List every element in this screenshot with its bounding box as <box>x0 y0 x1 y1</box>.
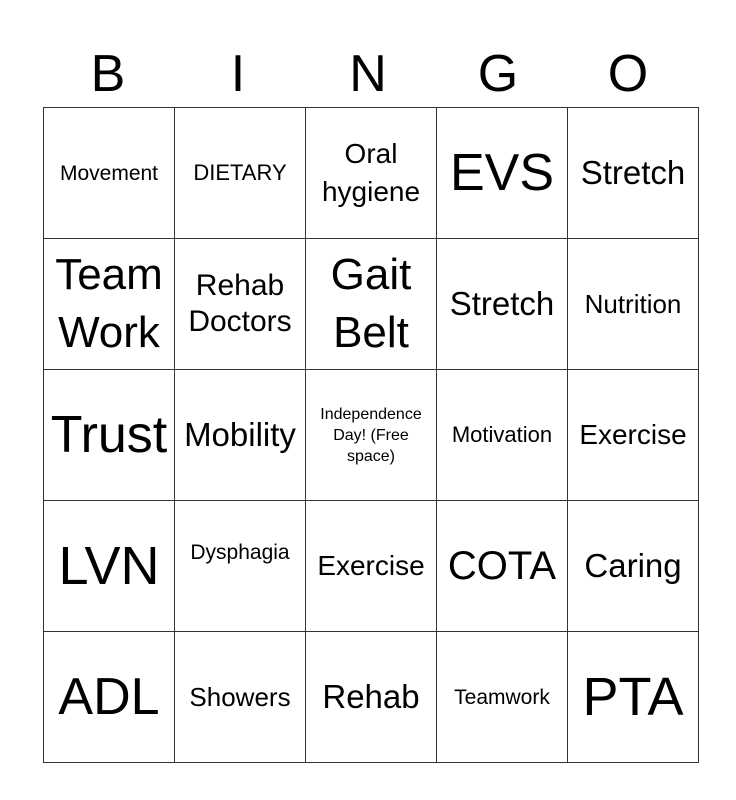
bingo-board <box>43 107 699 763</box>
bingo-cell[interactable] <box>44 501 175 632</box>
bingo-cell[interactable] <box>306 108 437 239</box>
cell-label: Rehab Doctors <box>188 269 292 338</box>
bingo-cell[interactable] <box>44 632 175 763</box>
bingo-cell[interactable] <box>175 632 306 763</box>
cell-label: DIETARY <box>193 160 287 185</box>
header-letter-b: B <box>90 45 126 103</box>
header-letter-g: G <box>477 45 519 103</box>
bingo-header <box>43 40 693 108</box>
bingo-cell[interactable] <box>437 501 568 632</box>
cell-label: LVN <box>58 536 160 596</box>
bingo-cell[interactable] <box>175 239 306 370</box>
cell-label: Stretch <box>580 154 686 191</box>
cell-label: Teamwork <box>454 685 550 709</box>
cell-label: EVS <box>449 144 555 202</box>
bingo-cell[interactable] <box>437 108 568 239</box>
bingo-cell[interactable] <box>437 239 568 370</box>
cell-label: Exercise <box>317 550 425 581</box>
bingo-cell[interactable] <box>306 501 437 632</box>
board-row <box>44 501 699 632</box>
cell-label: Mobility <box>184 416 296 453</box>
cell-label: Dysphagia <box>190 540 290 564</box>
board-row <box>44 108 699 239</box>
cell-label: Motivation <box>451 422 553 447</box>
bingo-cell[interactable] <box>437 632 568 763</box>
cell-label: Movement <box>59 161 159 185</box>
board-row <box>44 632 699 763</box>
cell-label: Nutrition <box>584 289 682 319</box>
bingo-cell[interactable] <box>306 632 437 763</box>
bingo-cell[interactable] <box>44 370 175 501</box>
cell-label: ADL <box>58 668 160 726</box>
bingo-cell[interactable] <box>568 108 699 239</box>
cell-label: Caring <box>584 547 682 584</box>
cell-label: Stretch <box>449 285 555 322</box>
bingo-cell[interactable] <box>568 632 699 763</box>
free-space-label: Independence Day! (Free space) <box>320 405 422 465</box>
free-space-cell[interactable] <box>306 370 437 501</box>
bingo-cell[interactable] <box>568 239 699 370</box>
header-letter-n: N <box>349 45 387 103</box>
cell-label: Exercise <box>579 419 687 450</box>
cell-label: Team Work <box>55 250 163 357</box>
cell-label: Oral hygiene <box>321 138 421 207</box>
bingo-cell[interactable] <box>175 108 306 239</box>
board-row <box>44 239 699 370</box>
cell-label: PTA <box>582 667 684 727</box>
header-letter-i: I <box>230 45 246 103</box>
bingo-cell[interactable] <box>44 239 175 370</box>
bingo-cell[interactable] <box>44 108 175 239</box>
bingo-cell[interactable] <box>437 370 568 501</box>
bingo-cell[interactable] <box>568 501 699 632</box>
cell-label: Rehab <box>322 678 420 715</box>
bingo-cell[interactable] <box>306 239 437 370</box>
bingo-cell[interactable] <box>175 501 306 632</box>
bingo-cell[interactable] <box>568 370 699 501</box>
cell-label: Gait Belt <box>330 250 412 357</box>
cell-label: Trust <box>50 406 168 464</box>
bingo-cell[interactable] <box>175 370 306 501</box>
header-letter-o: O <box>607 45 649 103</box>
board-row <box>44 370 699 501</box>
cell-label: COTA <box>447 544 557 588</box>
cell-label: Showers <box>189 682 291 712</box>
